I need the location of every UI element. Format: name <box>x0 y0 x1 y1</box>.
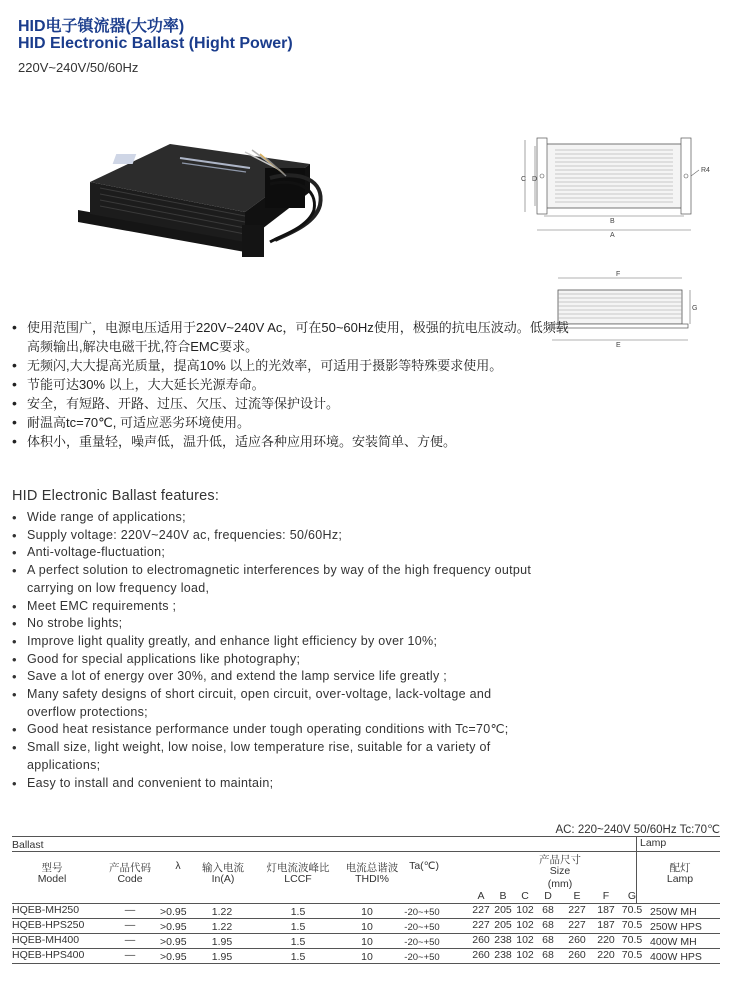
cell-size-g: 70.5 <box>621 934 643 946</box>
cell-thdi: 10 <box>361 921 373 933</box>
list-item: • 使用范围广，电源电压适用于220V~240V Ac，可在50~60Hz使用，极强的抗电压波动。低频载高频输出,解决电磁干扰,符合EMC要求。 <box>12 318 572 356</box>
table-row <box>12 904 720 918</box>
cell-size-d: 68 <box>542 919 554 931</box>
cell-in: 1.95 <box>211 951 233 963</box>
cell-size-b: 238 <box>494 949 512 961</box>
list-item: • Save a lot of energy over 30%, and extend the lamp service life greatly ; <box>12 668 542 686</box>
drawing-label-d: D <box>532 176 538 183</box>
list-item: • Easy to install and convenient to maintain; <box>12 775 542 793</box>
cell-size-e: 260 <box>568 934 586 946</box>
cell-model: HQEB-HPS400 <box>12 949 85 961</box>
cell-thdi: 10 <box>361 936 373 948</box>
cell-size-g: 70.5 <box>621 919 643 931</box>
list-item: • A perfect solution to electromagnetic interferences by way of the high frequency output carrying on low frequency load, <box>12 562 542 597</box>
drawing-label-a: A <box>610 232 615 239</box>
cell-size-c: 102 <box>516 904 534 916</box>
cell-size-g: 70.5 <box>621 949 643 961</box>
cell-size-d: 68 <box>542 904 554 916</box>
cell-in: 1.95 <box>211 936 233 948</box>
col-code-en: Code <box>117 873 143 885</box>
cell-size-d: 68 <box>542 934 554 946</box>
cell-ta: -20~+50 <box>404 937 440 948</box>
col-size-en: Size <box>549 865 571 877</box>
cell-code: — <box>124 934 136 946</box>
page-title-cn: HID电子镇流器(大功率) <box>18 18 185 35</box>
cell-lccf: 1.5 <box>290 921 306 933</box>
cell-code: — <box>124 904 136 916</box>
drawing-label-b: B <box>610 218 615 225</box>
list-item: • Supply voltage: 220V~240V ac, frequencies: 50/60Hz; <box>12 527 542 545</box>
cell-size-g: 70.5 <box>621 904 643 916</box>
cell-size-b: 238 <box>494 934 512 946</box>
col-thdi-cn: 电流总谐波 <box>345 862 399 874</box>
col-model-en: Model <box>37 873 67 885</box>
cell-model: HQEB-MH400 <box>12 934 80 946</box>
col-thdi-en: THDI% <box>355 873 389 885</box>
cell-size-e: 260 <box>568 949 586 961</box>
cell-lamp: 250W MH <box>650 906 697 918</box>
cell-thdi: 10 <box>361 951 373 963</box>
col-lamp-cn: 配灯 <box>669 862 691 874</box>
cell-lambda: >0.95 <box>160 906 187 918</box>
drawing-label-g: G <box>692 305 698 312</box>
table-ac-note: AC: 220~240V 50/60Hz Tc:70℃ <box>555 824 720 836</box>
cell-size-f: 220 <box>597 934 615 946</box>
cell-in: 1.22 <box>211 921 233 933</box>
cell-size-d: 68 <box>542 949 554 961</box>
list-item: • Wide range of applications; <box>12 509 542 527</box>
cell-thdi: 10 <box>361 906 373 918</box>
dim-header-b: B <box>499 890 507 902</box>
col-in-cn: 输入电流 <box>202 862 244 874</box>
cell-size-a: 260 <box>472 949 490 961</box>
list-item: • Anti-voltage-fluctuation; <box>12 544 542 562</box>
dim-header-g: G <box>627 890 637 902</box>
table-row <box>12 949 720 963</box>
drawing-label-f: F <box>616 271 621 278</box>
cell-size-c: 102 <box>516 949 534 961</box>
cell-code: — <box>124 919 136 931</box>
cell-size-a: 227 <box>472 919 490 931</box>
cell-lccf: 1.5 <box>290 951 306 963</box>
cell-lambda: >0.95 <box>160 951 187 963</box>
col-lccf-cn: 灯电流波峰比 <box>266 862 330 874</box>
list-item: • No strobe lights; <box>12 615 542 633</box>
drawing-label-c: C <box>521 176 527 183</box>
list-item: • Meet EMC requirements ; <box>12 598 542 616</box>
list-item: • Improve light quality greatly, and enhance light efficiency by over 10%; <box>12 633 542 651</box>
page-title-en: HID Electronic Ballast (Hight Power) <box>18 35 293 52</box>
col-lccf-en: LCCF <box>284 873 312 885</box>
list-item: • Small size, light weight, low noise, low temperature rise, suitable for a variety of applications; <box>12 739 542 774</box>
col-code-cn: 产品代码 <box>109 862 151 874</box>
cell-size-b: 205 <box>494 904 512 916</box>
features-en-list <box>12 509 542 792</box>
list-item: • 节能可达30% 以上，大大延长光源寿命。 <box>12 375 572 394</box>
list-item: • 无频闪,大大提高光质量，提高10% 以上的光效率，可适用于摄影等特殊要求使用。 <box>12 356 572 375</box>
cell-model: HQEB-MH250 <box>12 904 80 916</box>
group-ballast-label: Ballast <box>12 839 44 851</box>
dim-header-d: D <box>544 890 552 902</box>
col-in-en: In(A) <box>211 873 235 885</box>
dimension-drawing-top <box>515 130 725 240</box>
col-lamp-en: Lamp <box>666 873 694 885</box>
cell-lamp: 250W HPS <box>650 921 702 933</box>
features-en-title: HID Electronic Ballast features: <box>12 488 220 504</box>
col-size-unit: (mm) <box>547 878 573 890</box>
cell-ta: -20~+50 <box>404 952 440 963</box>
cell-size-f: 187 <box>597 919 615 931</box>
cell-lambda: >0.95 <box>160 936 187 948</box>
list-item: • Many safety designs of short circuit, open circuit, over-voltage, lack-voltage and overflow protections; <box>12 686 542 721</box>
cell-size-c: 102 <box>516 919 534 931</box>
cell-lamp: 400W MH <box>650 936 697 948</box>
cell-in: 1.22 <box>211 906 233 918</box>
cell-ta: -20~+50 <box>404 907 440 918</box>
drawing-label-r4: R4 <box>701 167 710 174</box>
cell-code: — <box>124 949 136 961</box>
col-model-cn: 型号 <box>41 862 63 874</box>
cell-lccf: 1.5 <box>290 906 306 918</box>
cell-lccf: 1.5 <box>290 936 306 948</box>
ballast-product-image <box>70 130 330 270</box>
dim-header-c: C <box>521 890 529 902</box>
cell-lambda: >0.95 <box>160 921 187 933</box>
cell-size-a: 227 <box>472 904 490 916</box>
table-row <box>12 934 720 948</box>
cell-size-f: 187 <box>597 904 615 916</box>
voltage-spec: 220V~240V/50/60Hz <box>18 60 139 75</box>
list-item: • 体积小，重量轻，噪声低，温升低，适应各种应用环境。安装简单、方便。 <box>12 432 572 451</box>
cell-model: HQEB-HPS250 <box>12 919 85 931</box>
list-item: • Good for special applications like photography; <box>12 651 542 669</box>
dim-header-f: F <box>602 890 610 902</box>
group-lamp-label: Lamp <box>640 837 667 849</box>
drawing-label-e: E <box>616 342 621 349</box>
features-cn-list <box>12 318 572 451</box>
table-row <box>12 919 720 933</box>
col-size-cn: 产品尺寸 <box>539 854 581 866</box>
cell-size-e: 227 <box>568 919 586 931</box>
cell-size-b: 205 <box>494 919 512 931</box>
col-ta: Ta(℃) <box>409 860 439 872</box>
cell-ta: -20~+50 <box>404 922 440 933</box>
list-item: • 安全，有短路、开路、过压、欠压、过流等保护设计。 <box>12 394 572 413</box>
dim-header-a: A <box>477 890 485 902</box>
col-lambda: λ <box>175 860 181 872</box>
list-item: • 耐温高tc=70℃, 可适应恶劣环境使用。 <box>12 413 572 432</box>
list-item: • Good heat resistance performance under tough operating conditions with Tc=70℃; <box>12 721 542 739</box>
cell-size-c: 102 <box>516 934 534 946</box>
cell-lamp: 400W HPS <box>650 951 702 963</box>
cell-size-a: 260 <box>472 934 490 946</box>
cell-size-e: 227 <box>568 904 586 916</box>
dim-header-e: E <box>573 890 581 902</box>
cell-size-f: 220 <box>597 949 615 961</box>
